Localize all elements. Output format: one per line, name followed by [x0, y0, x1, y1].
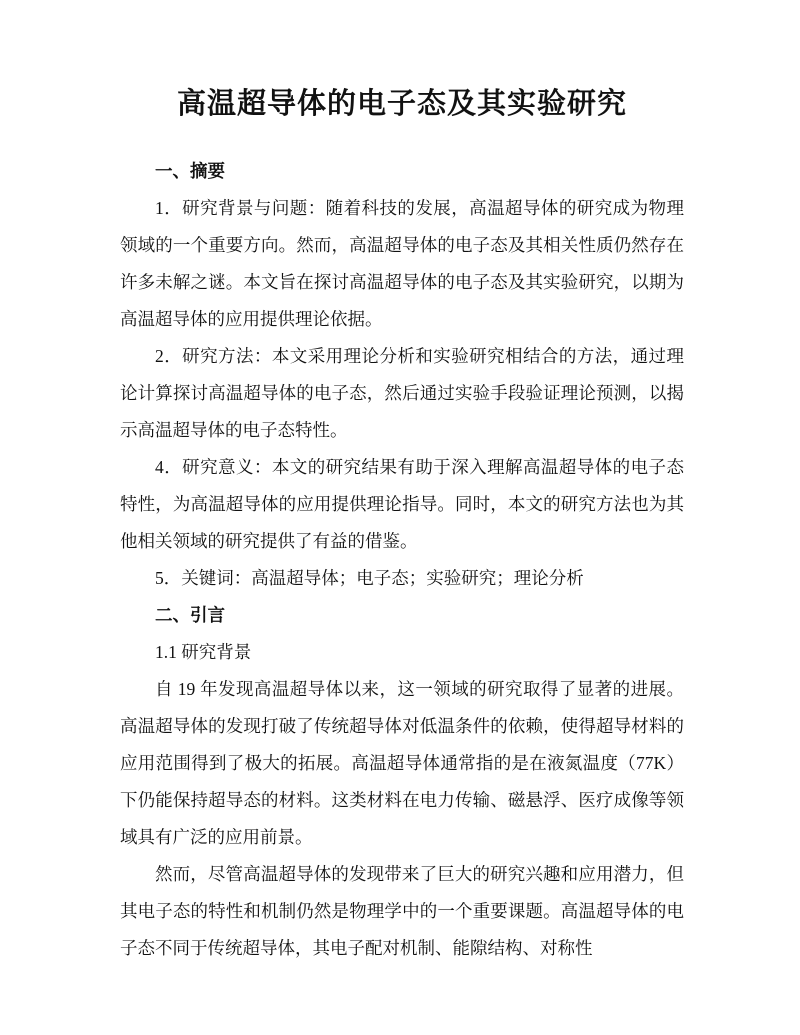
paragraph-research-background: 1．研究背景与问题：随着科技的发展，高温超导体的研究成为物理领域的一个重要方向。然而，高温超导体的电子态及其相关性质仍然存在许多未解之谜。本文旨在探讨高温超导体的电子态及其实验研究，以期为高温超导体的应用提供理论依据。: [120, 197, 684, 329]
paragraph-research-method: 2．研究方法：本文采用理论分析和实验研究相结合的方法，通过理论计算探讨高温超导体的电子态，然后通过实验手段验证理论预测，以揭示高温超导体的电子态特性。: [120, 345, 684, 440]
paragraph-discovery-history: 自 19 年发现高温超导体以来，这一领域的研究取得了显著的进展。高温超导体的发现打破了传统超导体对低温条件的依赖，使得超导材料的应用范围得到了极大的拓展。高温超导体通常指的是在液氮温度（77K）下仍能保持超导态的材料。这类材料在电力传输、磁悬浮、医疗成像等领域具有广泛的应用前景。: [120, 678, 684, 847]
section-heading-abstract: 一、摘要: [155, 160, 225, 181]
paragraph-electronic-state-topic: 然而，尽管高温超导体的发现带来了巨大的研究兴趣和应用潜力，但其电子态的特性和机制仍然是物理学中的一个重要课题。高温超导体的电子态不同于传统超导体，其电子配对机制、能隙结构、对称性: [120, 863, 684, 958]
paragraph-research-significance: 4．研究意义：本文的研究结果有助于深入理解高温超导体的电子态特性，为高温超导体的应用提供理论指导。同时，本文的研究方法也为其他相关领域的研究提供了有益的借鉴。: [120, 456, 684, 551]
document-title: 高温超导体的电子态及其实验研究: [176, 88, 627, 120]
section-heading-introduction: 二、引言: [155, 604, 225, 625]
subsection-heading-background: 1.1 研究背景: [155, 641, 252, 662]
paragraph-keywords: 5．关键词：高温超导体；电子态；实验研究；理论分析: [155, 567, 584, 588]
